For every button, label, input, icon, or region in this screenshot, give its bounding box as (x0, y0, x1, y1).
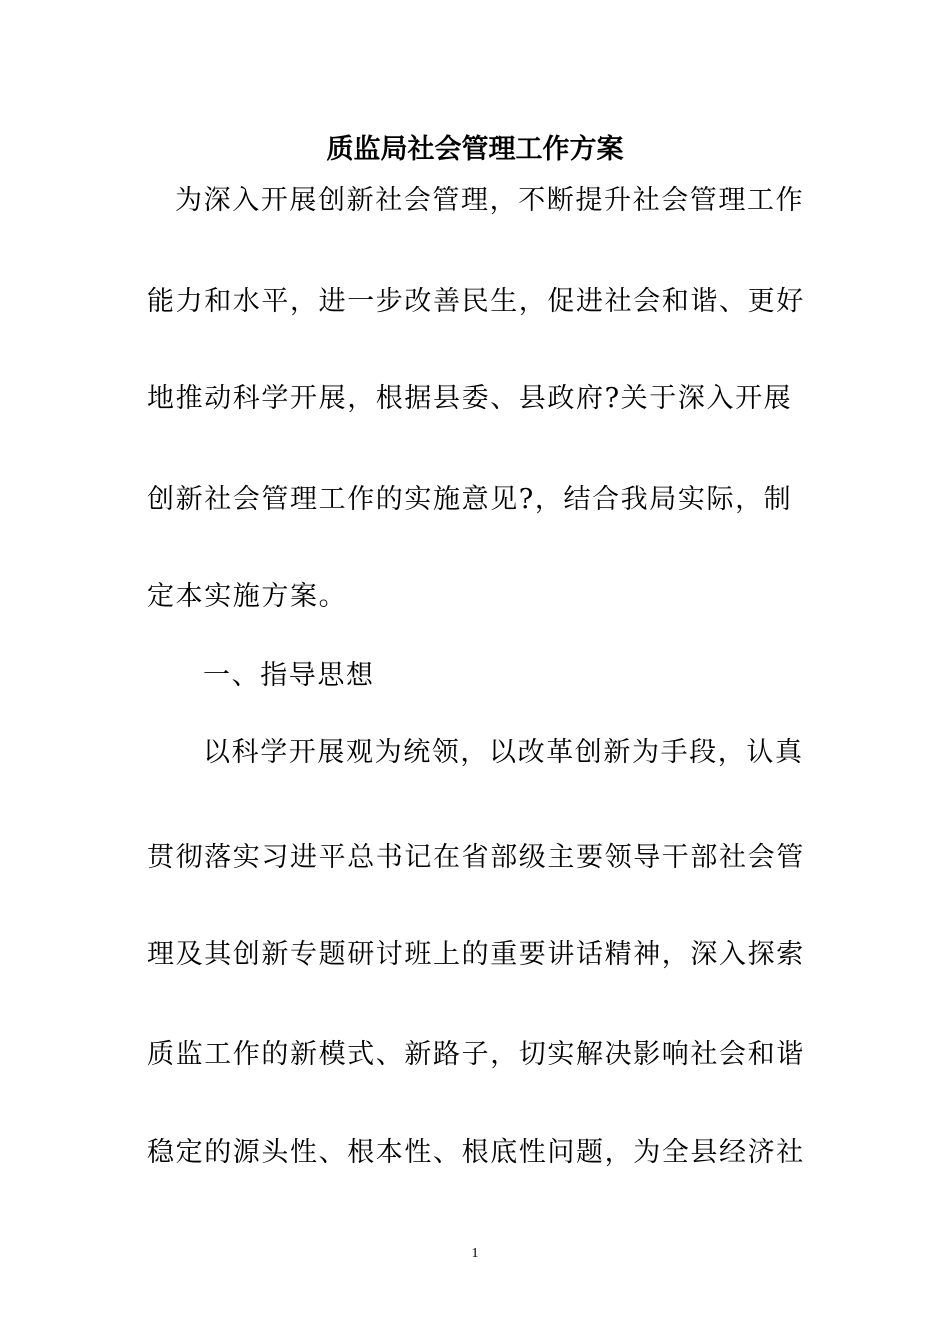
section-heading: 一、指导思想 (203, 660, 375, 691)
paragraph-line: 地推动科学开展，根据县委、县政府?关于深入开展 (147, 383, 793, 414)
paragraph-line: 创新社会管理工作的实施意见?，结合我局实际，制 (147, 484, 793, 515)
paragraph-line: 以科学开展观为统领，以改革创新为手段，认真 (203, 737, 804, 768)
paragraph-line: 贯彻落实习进平总书记在省部级主要领导干部社会管 (147, 842, 805, 873)
paragraph-line: 稳定的源头性、根本性、根底性问题，为全县经济社 (147, 1137, 805, 1168)
paragraph-line: 理及其创新专题研讨班上的重要讲话精神，深入探索 (147, 939, 805, 970)
paragraph-line: 能力和水平，进一步改善民生，促进社会和谐、更好 (147, 286, 805, 317)
document-title: 质监局社会管理工作方案 (326, 134, 624, 165)
paragraph-line: 定本实施方案。 (147, 581, 348, 612)
paragraph-line: 为深入开展创新社会管理，不断提升社会管理工作 (175, 185, 805, 216)
paragraph-line: 质监工作的新模式、新路子，切实解决影响社会和谐 (147, 1039, 805, 1070)
page-number: 1 (471, 1246, 479, 1261)
